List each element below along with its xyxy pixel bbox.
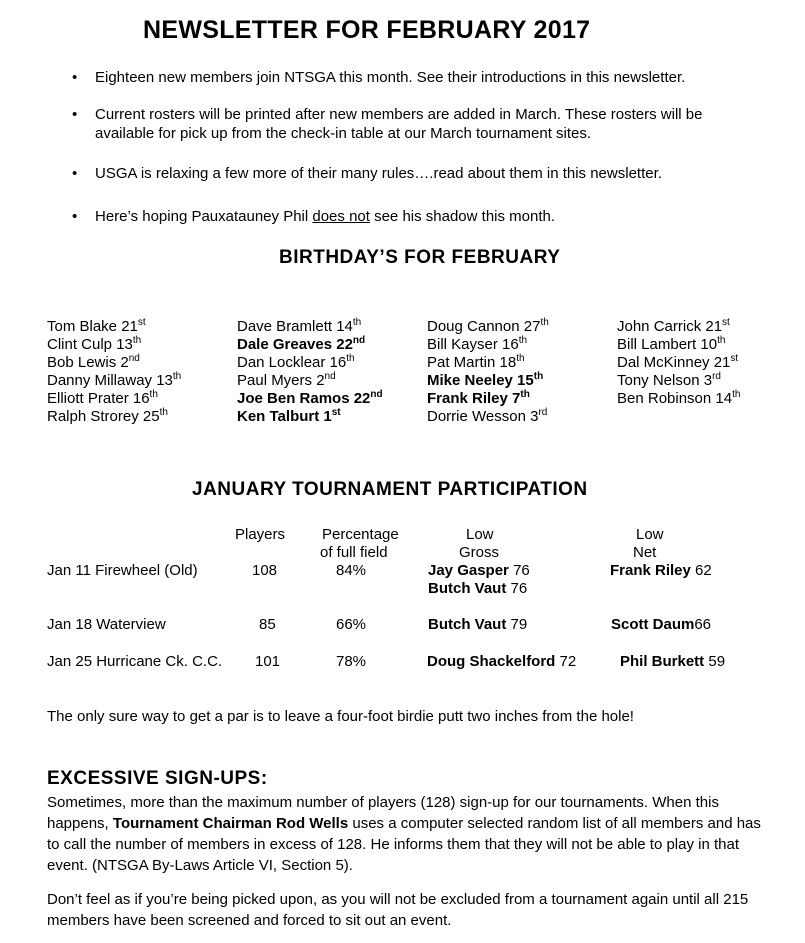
ordinal-suffix: nd xyxy=(370,389,383,400)
col-header-low-gross-2: Gross xyxy=(459,544,500,561)
birthday-entry xyxy=(47,318,146,336)
table-row-low-net xyxy=(620,653,725,671)
birthday-entry xyxy=(427,390,530,408)
ordinal-suffix: nd xyxy=(128,353,140,364)
table-row-low-gross xyxy=(428,616,527,634)
birthday-name: Bill Lambert 10 xyxy=(617,336,718,353)
signups-paragraph-2: Don’t feel as if you’re being picked upon, as you will not be excluded from a tournament again until all 215 members have been screened and forced to sit out an event. xyxy=(47,891,749,929)
col-header-low-net-2: Net xyxy=(633,544,657,561)
birthday-entry xyxy=(237,372,336,390)
birthday-entry xyxy=(427,318,549,336)
player-name: Phil Burkett xyxy=(620,653,705,670)
table-row-low-gross xyxy=(428,580,527,598)
bullet-text: Eighteen new members join NTSGA this month. See their introductions in this newsletter. xyxy=(95,69,686,86)
paragraph-text: Sometimes, more than the maximum number of players (128) sign-up for our tournaments. When this happens, xyxy=(47,794,719,832)
player-name: Frank Riley xyxy=(610,562,691,579)
player-score: 72 xyxy=(559,653,577,670)
col-header-percentage-2: of full field xyxy=(320,544,388,561)
ordinal-suffix: nd xyxy=(324,371,336,382)
birthday-name: Frank Riley 7 xyxy=(427,390,521,407)
bullet-text-part: Here’s hoping Pauxatauney Phil xyxy=(95,208,313,225)
ordinal-suffix: rd xyxy=(538,407,548,418)
ordinal-suffix: th xyxy=(520,389,530,400)
birthday-name: Danny Millaway 13 xyxy=(47,372,173,389)
tournament-heading: JANUARY TOURNAMENT PARTICIPATION xyxy=(192,479,588,500)
table-row-low-gross xyxy=(427,653,576,671)
birthday-entry xyxy=(427,336,527,354)
col-header-low-net: Low xyxy=(636,526,664,543)
player-name: Doug Shackelford xyxy=(427,653,556,670)
table-row-players: 108 xyxy=(252,562,278,579)
player-score: 59 xyxy=(708,653,726,670)
golf-quote: The only sure way to get a par is to leave a four-foot birdie putt two inches from the hole! xyxy=(47,708,634,725)
birthday-name: Dave Bramlett 14 xyxy=(237,318,353,335)
birthday-entry xyxy=(617,390,740,408)
birthday-name: Tom Blake 21 xyxy=(47,318,138,335)
col-header-percentage: Percentage xyxy=(322,526,399,543)
table-row-event: Jan 11 Firewheel (Old) xyxy=(47,562,198,579)
col-header-players: Players xyxy=(235,526,286,543)
birthday-name: Clint Culp 13 xyxy=(47,336,133,353)
birthday-name: Dal McKinney 21 xyxy=(617,354,731,371)
birthday-entry xyxy=(47,354,140,372)
birthdays-heading: BIRTHDAY’S FOR FEBRUARY xyxy=(279,247,561,268)
col-header-low-gross: Low xyxy=(466,526,494,543)
birthday-entry xyxy=(617,372,721,390)
birthday-entry xyxy=(47,390,158,408)
player-name: Jay Gasper xyxy=(428,562,509,579)
birthday-entry xyxy=(47,372,181,390)
signups-heading: EXCESSIVE SIGN-UPS: xyxy=(47,768,268,789)
birthday-entry xyxy=(617,336,725,354)
player-score: 76 xyxy=(513,562,530,579)
chairman-name: Tournament Chairman Rod Wells xyxy=(112,815,349,832)
birthday-name: Elliott Prater 16 xyxy=(47,390,150,407)
paragraph-text: uses a computer selected random list of all members and has to call the number of members in excess of 128. He informs them that they will not be able to play in that event. (NTSGA By-Laws Article VI, Section 5). xyxy=(47,815,761,874)
table-row-percentage: 78% xyxy=(336,653,367,670)
bullet-text-part: see his shadow this month. xyxy=(369,208,556,225)
player-name: Scott Daum xyxy=(611,616,695,633)
bullet-icon: • xyxy=(72,208,78,225)
player-name: Butch Vaut xyxy=(428,580,507,597)
player-score: 76 xyxy=(510,580,528,597)
birthday-name: Mike Neeley 15 xyxy=(427,372,534,389)
table-row-players: 101 xyxy=(255,653,281,670)
table-row-low-net xyxy=(610,562,712,580)
ordinal-suffix: th xyxy=(540,317,549,328)
bullet-text xyxy=(95,207,755,226)
birthday-entry xyxy=(427,408,547,426)
birthday-name: John Carrick 21 xyxy=(617,318,723,335)
birthday-name: Doug Cannon 27 xyxy=(427,318,541,335)
birthday-name: Bob Lewis 2 xyxy=(47,354,129,371)
birthday-name: Paul Myers 2 xyxy=(237,372,325,389)
table-row-low-gross xyxy=(428,562,530,580)
ordinal-suffix: th xyxy=(516,353,525,364)
bullet-icon: • xyxy=(72,69,78,86)
bullet-text: USGA is relaxing a few more of their many rules….read about them in this newsletter. xyxy=(95,165,662,182)
birthday-entry xyxy=(237,390,383,408)
ordinal-suffix: st xyxy=(331,407,341,418)
birthday-name: Pat Martin 18 xyxy=(427,354,517,371)
birthday-entry xyxy=(237,354,355,372)
ordinal-suffix: th xyxy=(172,371,182,382)
birthday-entry xyxy=(47,408,168,426)
birthday-name: Dan Locklear 16 xyxy=(237,354,347,371)
player-score: 62 xyxy=(695,562,712,579)
ordinal-suffix: th xyxy=(533,371,544,382)
bullet-text: Current rosters will be printed after new members are added in March. These rosters will be available for pick up from the check-in table at our March tournament sites. xyxy=(95,106,703,142)
table-row-event: Jan 18 Waterview xyxy=(47,616,166,633)
birthday-entry xyxy=(237,318,361,336)
table-row-percentage: 84% xyxy=(336,562,367,579)
birthday-entry xyxy=(427,372,543,390)
birthday-entry xyxy=(237,408,341,426)
player-score: 66 xyxy=(694,616,712,633)
ordinal-suffix: th xyxy=(132,335,142,346)
ordinal-suffix: st xyxy=(730,353,739,364)
ordinal-suffix: nd xyxy=(352,335,366,346)
bullet-icon: • xyxy=(72,106,78,123)
birthday-name: Bill Kayser 16 xyxy=(427,336,519,353)
ordinal-suffix: st xyxy=(137,317,146,328)
birthday-entry xyxy=(237,336,365,354)
newsletter-title: NEWSLETTER FOR FEBRUARY 2017 xyxy=(143,16,591,44)
ordinal-suffix: th xyxy=(149,389,158,400)
birthday-name: Dale Greaves 22 xyxy=(237,336,353,353)
birthday-entry xyxy=(617,318,730,336)
birthday-name: Ken Talburt 1 xyxy=(237,408,332,425)
ordinal-suffix: th xyxy=(518,335,528,346)
bullet-icon: • xyxy=(72,165,78,182)
ordinal-suffix: rd xyxy=(712,371,721,382)
birthday-name: Dorrie Wesson 3 xyxy=(427,408,539,425)
signups-paragraph xyxy=(47,792,777,876)
birthday-entry xyxy=(617,354,738,372)
ordinal-suffix: th xyxy=(717,335,726,346)
birthday-entry xyxy=(427,354,525,372)
birthday-entry xyxy=(47,336,141,354)
player-score: 79 xyxy=(510,616,528,633)
table-row-players: 85 xyxy=(259,616,276,633)
ordinal-suffix: th xyxy=(346,353,355,364)
birthday-name: Tony Nelson 3 xyxy=(617,372,713,389)
underlined-text: does not xyxy=(312,208,370,225)
table-row-percentage: 66% xyxy=(336,616,367,633)
ordinal-suffix: th xyxy=(159,407,168,418)
ordinal-suffix: th xyxy=(352,317,362,328)
player-name: Butch Vaut xyxy=(428,616,507,633)
birthday-name: Ralph Strorey 25 xyxy=(47,408,160,425)
birthday-name: Ben Robinson 14 xyxy=(617,390,733,407)
ordinal-suffix: st xyxy=(722,317,730,328)
ordinal-suffix: th xyxy=(732,389,741,400)
table-row-low-net xyxy=(611,616,711,634)
birthday-name: Joe Ben Ramos 22 xyxy=(237,390,371,407)
table-row-event: Jan 25 Hurricane Ck. C.C. xyxy=(47,653,223,670)
